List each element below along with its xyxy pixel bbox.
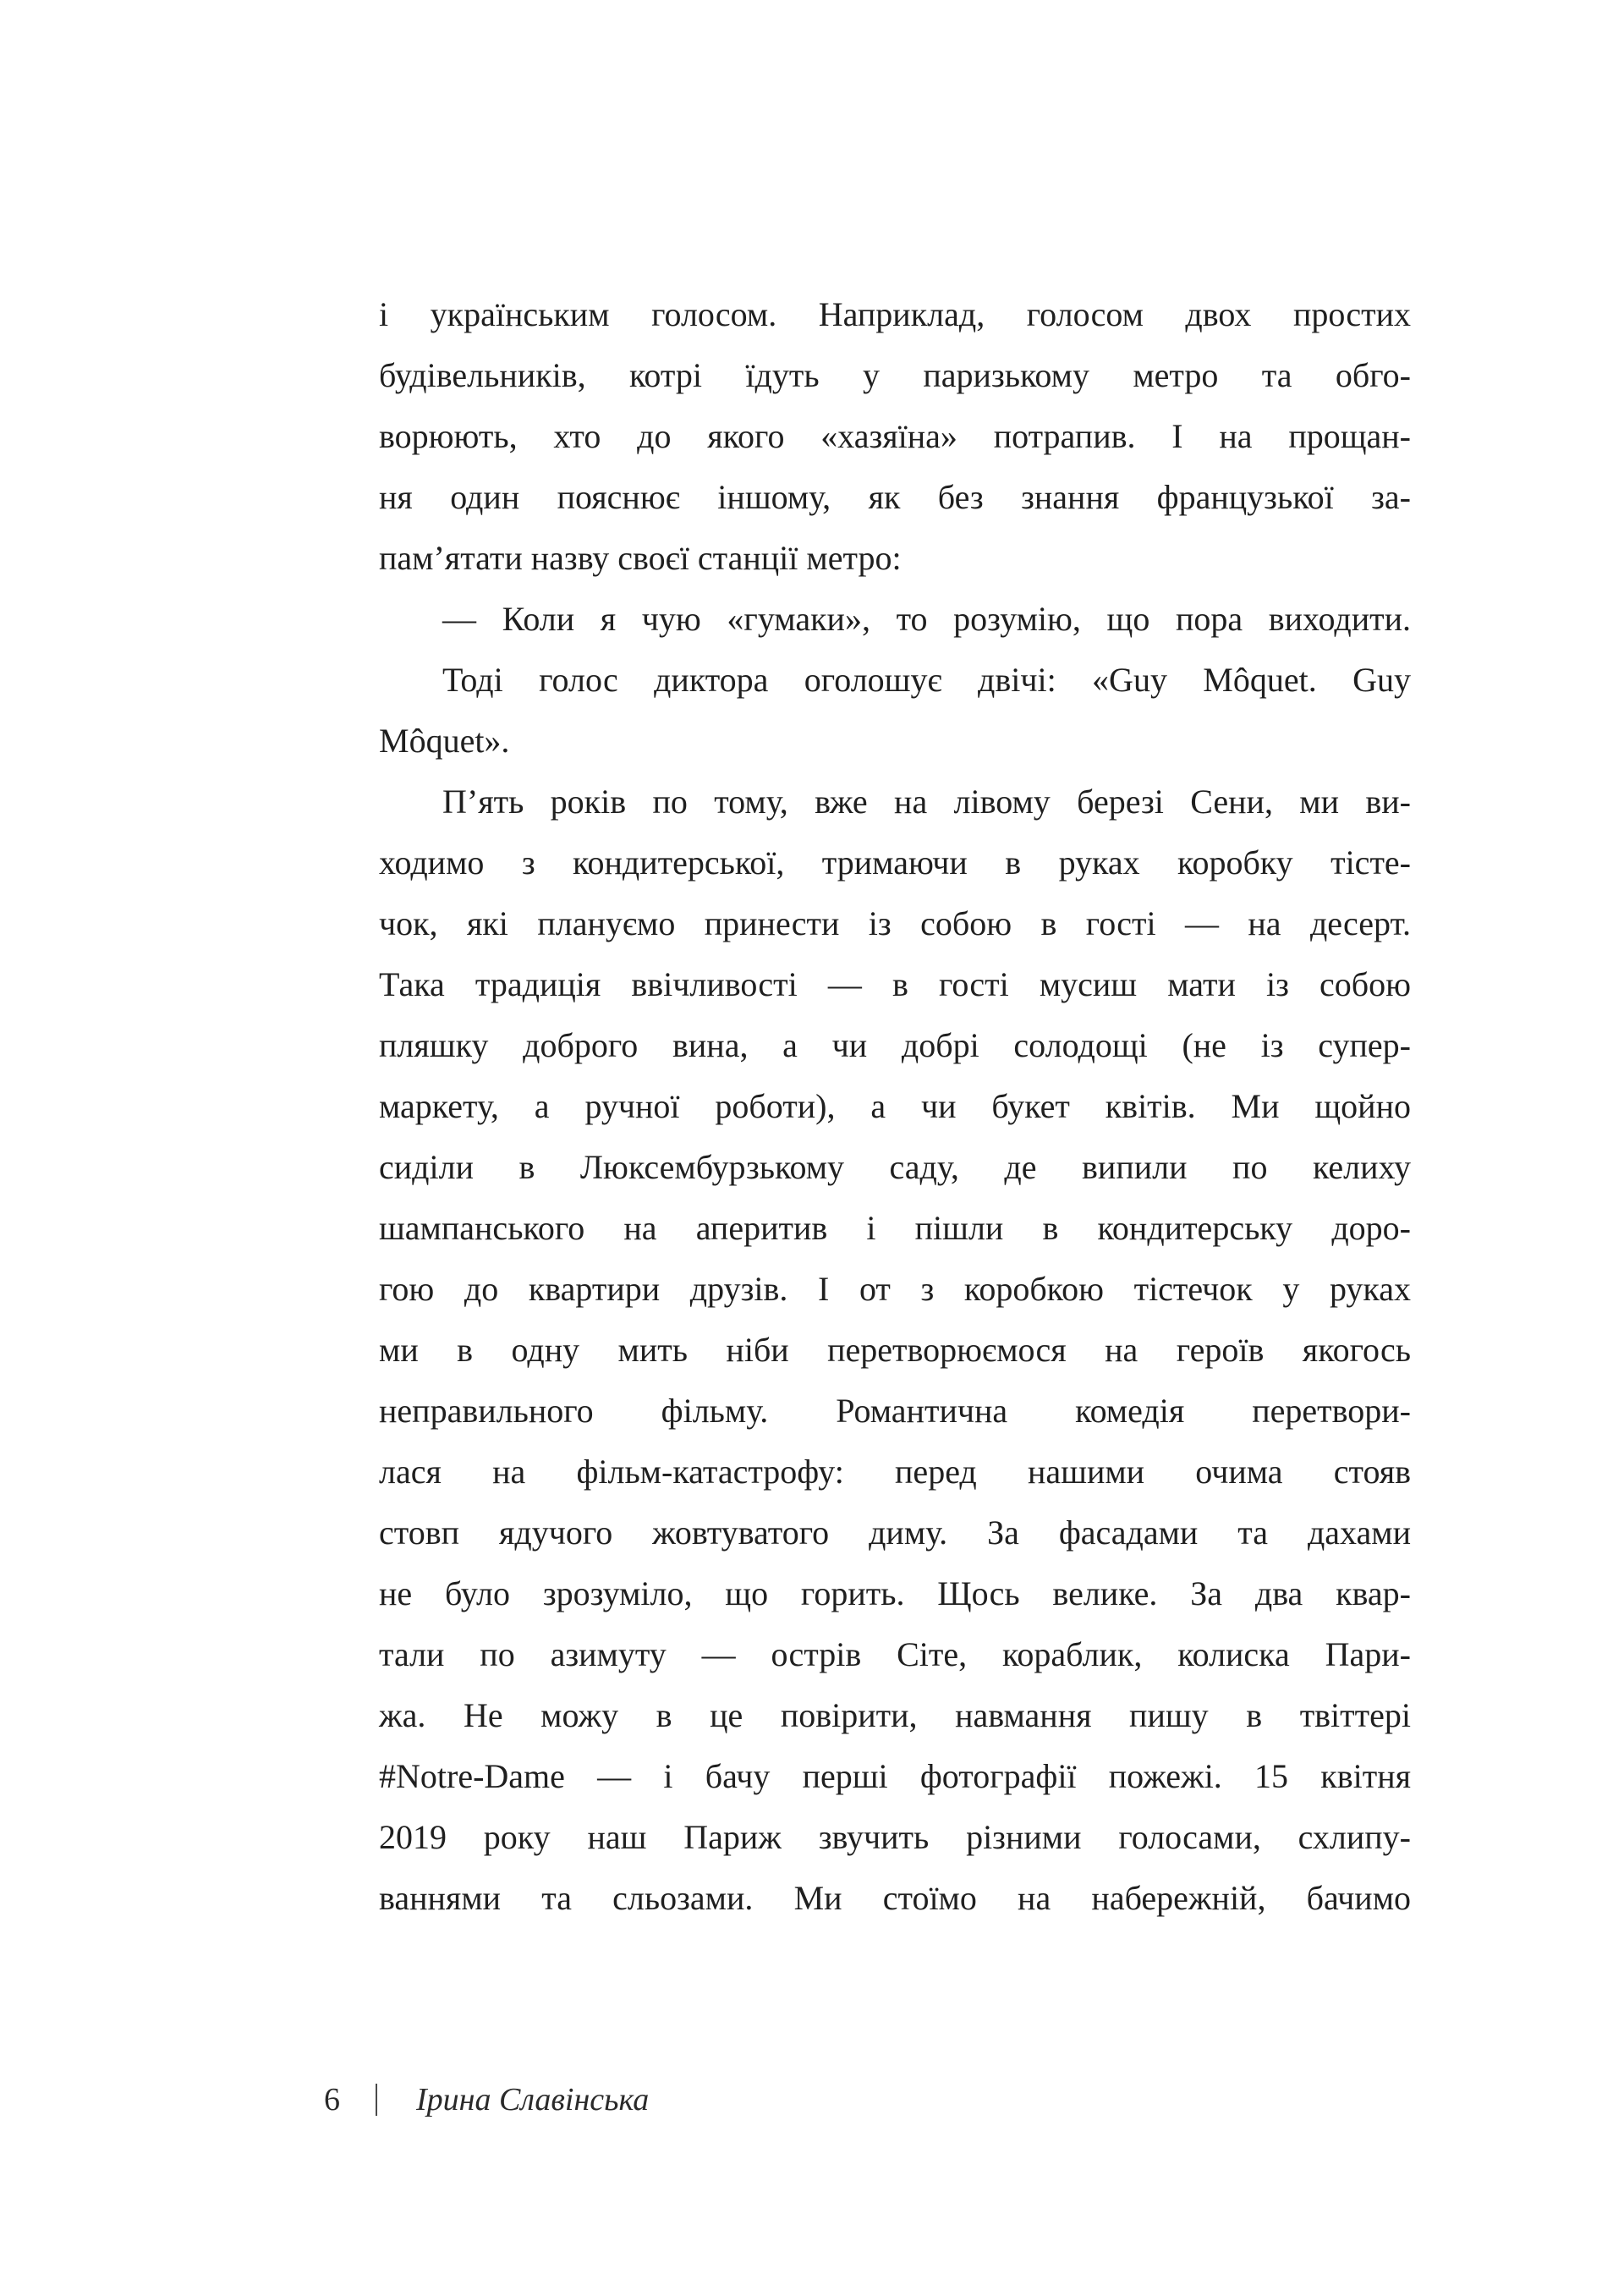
text-line: — Коли я чую «гумаки», то розумію, що пора виходити. xyxy=(442,600,1411,638)
text-line: неправильного фільму. Романтична комедія перетвори- xyxy=(379,1392,1411,1430)
text-line: ходимо з кондитерської, тримаючи в руках коробку тісте- xyxy=(379,843,1411,882)
text-line: П’ять років по тому, вже на лівому березі Сени, ми ви- xyxy=(442,783,1411,821)
running-author: Ірина Славінська xyxy=(416,2082,650,2117)
text-line: Така традиція ввічливості — в гості мусиш мати із собою xyxy=(379,965,1411,1003)
text-column xyxy=(379,284,1411,1929)
text-line: стовп ядучого жовтуватого диму. За фасадами та дахами xyxy=(379,1513,1411,1552)
text-line: ворюють, хто до якого «хазяїна» потрапив. І на прощан- xyxy=(379,417,1411,455)
text-line: Môquet». xyxy=(379,722,510,760)
page-footer xyxy=(324,2079,649,2120)
text-line: 2019 року наш Париж звучить різними голосами, схлипу- xyxy=(379,1818,1411,1856)
page-number: 6 xyxy=(324,2082,340,2117)
text-line: і українським голосом. Наприклад, голосом двох простих xyxy=(379,295,1411,333)
text-line: будівельників, котрі їдуть у паризькому метро та обго- xyxy=(379,356,1411,394)
text-line: жа. Не можу в це повірити, навмання пишу в твіттері xyxy=(379,1696,1411,1734)
text-line: не було зрозуміло, що горить. Щось велике. За два квар- xyxy=(379,1574,1411,1612)
text-line: шампанського на аперитив і пішли в кондитерську доро- xyxy=(379,1209,1411,1247)
text-line: пляшку доброго вина, а чи добрі солодощі (не із супер- xyxy=(379,1026,1411,1064)
footer-divider xyxy=(376,2084,377,2116)
text-line: #Notre-Dame — і бачу перші фотографії пожежі. 15 квітня xyxy=(379,1757,1411,1795)
text-line: ня один пояснює іншому, як без знання французької за- xyxy=(379,478,1411,516)
text-line: пам’ятати назву своєї станції метро: xyxy=(379,539,902,577)
text-line: ваннями та сльозами. Ми стоїмо на набережній, бачимо xyxy=(379,1879,1411,1917)
text-line: ми в одну мить ніби перетворюємося на героїв якогось xyxy=(379,1331,1411,1369)
text-line: гою до квартири друзів. І от з коробкою тістечок у руках xyxy=(379,1270,1411,1308)
text-line: Тоді голос диктора оголошує двічі: «Guy Môquet. Guy xyxy=(442,661,1411,699)
text-line: сиділи в Люксембурзькому саду, де випили по келиху xyxy=(379,1148,1411,1186)
text-line: тали по азимуту — острів Сіте, кораблик, колиска Пари- xyxy=(379,1635,1411,1673)
text-line: чок, які плануємо принести із собою в гості — на десерт. xyxy=(379,904,1411,942)
text-line: лася на фільм-катастрофу: перед нашими очима стояв xyxy=(379,1453,1411,1491)
text-line: маркету, а ручної роботи), а чи букет квітів. Ми щойно xyxy=(379,1087,1411,1125)
